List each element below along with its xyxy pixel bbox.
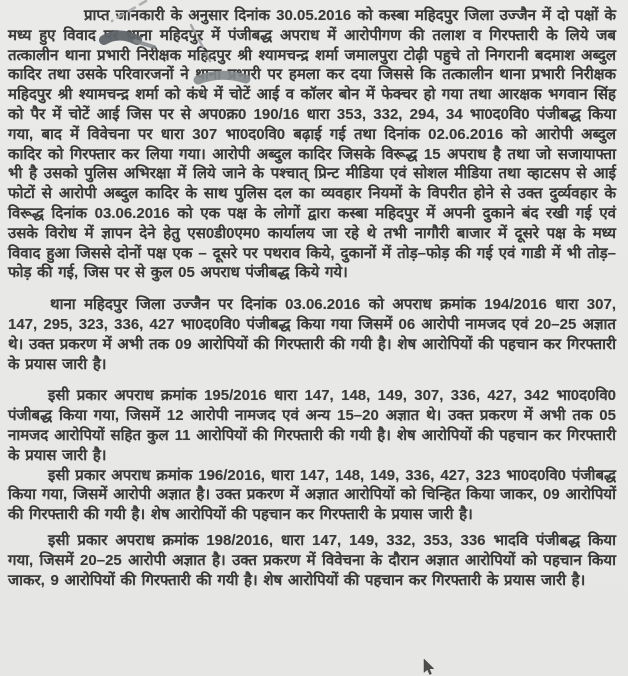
paragraph-crime-195-2016: इसी प्रकार अपराध क्रमांक 195/2016 धारा 147, 148, 149, 307, 336, 427, 342 भा0द0वि0 पंजीबद्ध किया गया, जिसमें 12 आरोपी नामजद एवं अन्य 15–20 अज्ञात थे। उक्त प्रकरण में अभी तक 05 नामजद आरोपियों सहित कुल 11 आरोपियों की गिरफ्तारी की गयी है। शेष आरोपियों की पहचान कर गिरफ्तारी के प्रयास जारी है। <box>8 387 616 464</box>
document-body <box>8 6 616 590</box>
paragraph-crime-196-2016: इसी प्रकार अपराध क्रमांक 196/2016, धारा 147, 148, 149, 336, 427, 323 भा0द0वि0 पंजीबद्ध किया गया, जिसमें आरोपी अज्ञात है। उक्त प्रकरण में अज्ञात आरोपियों को चिन्हित किया जाकर, 09 आरोपियों की गिरफ्तारी की गयी है। शेष आरोपियों की पहचान कर गिरफ्तारी के प्रयास जारी है। <box>8 466 616 524</box>
mouse-pointer-arrow <box>424 659 434 675</box>
paragraph-incident-summary: प्राप्त जानकारी के अनुसार दिनांक 30.05.2016 को कस्बा महिदपुर जिला उज्जैन में दो पक्षों के मध्य हुए विवाद पर थाना महिदपुर में पंजीबद्ध अपराध में आरोपीगण की तलाश व गिरफ्तारी के लिये जब तत्कालीन थाना प्रभारी निरीक्षक महिदपुर श्री श्यामचन्द्र शर्मा जमालपुरा टोढ़ी पहुचे तो निगरानी बदमाश अब्दुल कादिर तथा उसके परिवारजनों ने थाना प्रभारी पर हमला कर दया जिससे कि तत्कालीन थाना प्रभारी निरीक्षक महिदपुर श्री श्यामचन्द्र शर्मा को कंधे में चोटें आई व कॉलर बोन में फेक्चर हो गया तथा आरक्षक भगवान सिंह को पैर में चोटें आई जिस पर से अप0क्र0 190/16 धारा 353, 332, 294, 34 भा0द0वि0 पंजीबद्ध किया गया, बाद में विवेचना पर धारा 307 भा0द0वि0 बढ़ाई गई तथा दिनांक 02.06.2016 को आरोपी अब्दुल कादिर को गिरफ्तार कर लिया गया। आरोपी अब्दुल कादिर जिसके विरूद्ध 15 अपराध है तथा जो सजायाफ्ता भी है उसको पुलिस अभिरक्षा में लिये जाने के पश्चात् प्रिन्ट मीडिया एवं सोशल मीडिया तथा व्हाटसप से आई फोटों से आरोपी अब्दुल कादिर के साथ पुलिस दल का व्यवहार नियमों के विपरीत होने से उक्त दुर्व्यवहार के विरूद्ध दिनांक 03.06.2016 को एक पक्ष के लोगों द्वारा कस्बा महिदपुर में अपनी दुकाने बंद रखी गई एवं उसके विरोध में ज्ञापन देने हेतु एस0डी0एम0 कार्यालय जा रहे थे तभी नागौरी बाजार में दूसरे पक्ष के मध्य विवाद हुआ जिससे दोनों पक्ष एक – दूसरे पर पथराव किये, दुकानों में तोड़–फोड़ की गई एवं गाडी में भी तोड़–फोड़ की गई, जिस पर से कुल 05 अपराध पंजीबद्ध किये गये। <box>8 7 616 282</box>
paragraph-crime-198-2016: इसी प्रकार अपराध क्रमांक 198/2016, धारा 147, 149, 332, 353, 336 भादवि पंजीबद्ध किया गया, जिसमें 20–25 आरोपी अज्ञात है। उक्त प्रकरण में विवेचना के दौरान अज्ञात आरोपियों को पहचान किया जाकर, 9 आरोपियों की गिरफ्तारी की गयी है। शेष आरोपियों की पहचान कर गिरफ्तारी के प्रयास जारी है। <box>8 531 616 589</box>
paragraph-crime-194-2016: थाना महिदपुर जिला उज्जैन पर दिनांक 03.06.2016 को अपराध क्रमांक 194/2016 धारा 307, 147, 295, 323, 336, 427 भा0द0वि0 पंजीबद्ध किया गया जिसमें 06 आरोपी नामजद एवं 20–25 अज्ञात थे। उक्त प्रकरण में अभी तक 09 आरोपियों की गिरफ्तारी की गयी है। शेष आरोपियों की पहचान कर गिरफ्तारी के प्रयास जारी है। <box>8 296 616 373</box>
